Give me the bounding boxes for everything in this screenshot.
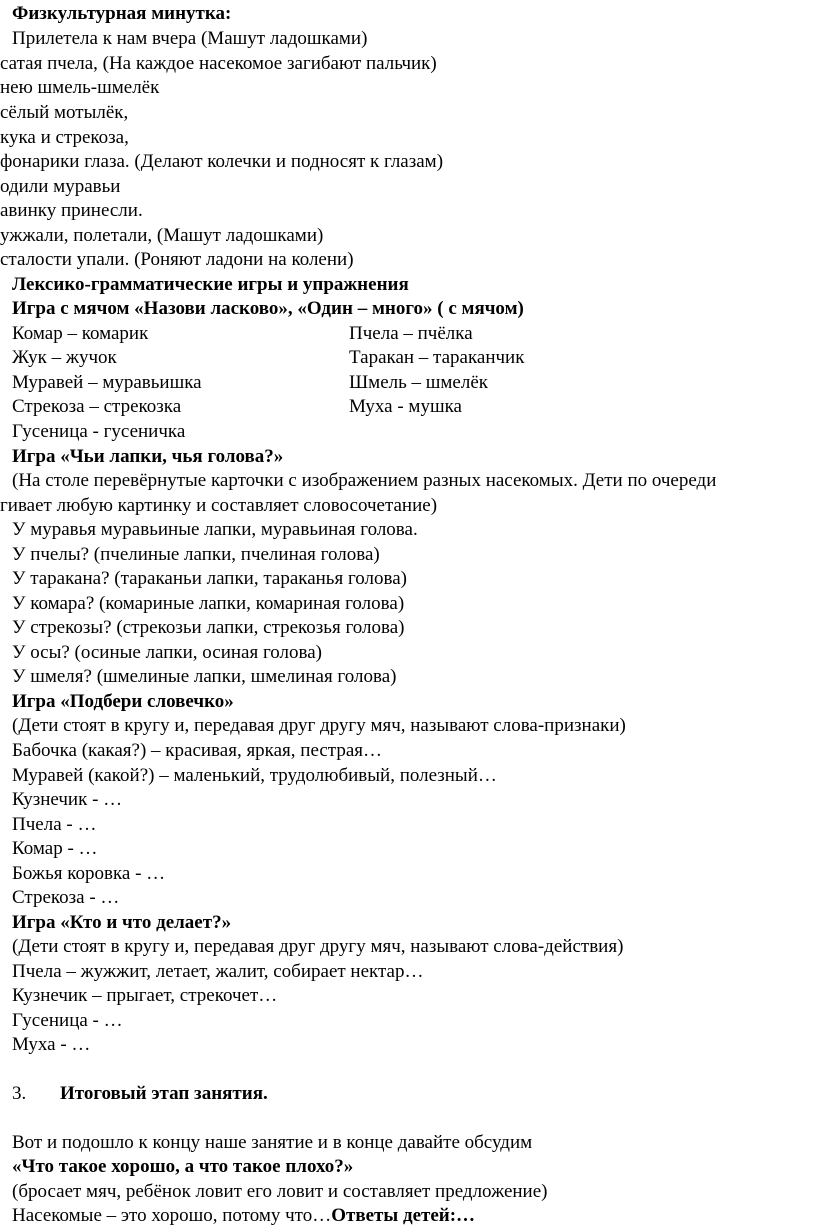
poem-line: авинку принесли. [0, 200, 143, 221]
word-pair-left: Жук – жучок [12, 347, 117, 368]
game4-line: (Дети стоят в кругу и, передавая друг другу мяч, называют слова-действия) [12, 936, 624, 957]
game2-line: У таракана? (тараканьи лапки, тараканья голова) [12, 568, 407, 589]
game2-line: У шмеля? (шмелиные лапки, шмелиная голова) [12, 666, 397, 687]
game2-line: У стрекозы? (стрекозьи лапки, стрекозья голова) [12, 617, 405, 638]
final-answer-bold: Ответы детей:… [331, 1205, 476, 1226]
final-intro: Вот и подошло к концу наше занятие и в конце давайте обсудим [12, 1132, 533, 1153]
final-answer-line [12, 1204, 475, 1228]
game4-title: Игра «Кто и что делает?» [12, 912, 232, 933]
game3-line: Стрекоза - … [12, 887, 120, 908]
game2-description: гивает любую картинку и составляет словосочетание) [0, 495, 438, 516]
word-pair-right: Таракан – тараканчик [349, 347, 525, 368]
poem-line: ужжали, полетали, (Машут ладошками) [0, 225, 324, 246]
word-pair-left: Стрекоза – стрекозка [12, 396, 182, 417]
game4-line: Муха - … [12, 1034, 91, 1055]
poem-line: одили муравьи [0, 176, 121, 197]
game4-line: Пчела – жужжит, летает, жалит, собирает нектар… [12, 961, 424, 982]
word-pair-left: Муравей – муравьишка [12, 372, 202, 393]
final-answer-start: Насекомые – это хорошо, потому что… [12, 1205, 332, 1226]
game3-line: Кузнечик - … [12, 789, 123, 810]
poem-line: фонарики глаза. (Делают колечки и подносят к глазам) [0, 151, 444, 172]
game2-title: Игра «Чьи лапки, чья голова?» [12, 446, 284, 467]
poem-line: Прилетела к нам вчера (Машут ладошками) [12, 28, 368, 49]
poem-line: сёлый мотылёк, [0, 102, 129, 123]
word-pair-right: Муха - мушка [349, 396, 462, 417]
game3-line: Пчела - … [12, 814, 97, 835]
section-heading-lexgram: Лексико-грамматические игры и упражнения [12, 274, 409, 295]
game2-line: У осы? (осиные лапки, осиная голова) [12, 642, 323, 663]
word-pair-left: Гусеница - гусеничка [12, 421, 186, 442]
game3-line: Муравей (какой?) – маленький, трудолюбивый, полезный… [12, 765, 497, 786]
final-section-number: 3. [12, 1083, 27, 1104]
game2-line: У комара? (комариные лапки, комариная голова) [12, 593, 405, 614]
final-description: (бросает мяч, ребёнок ловит его ловит и составляет предложение) [12, 1181, 548, 1202]
game3-line: Комар - … [12, 838, 98, 859]
game1-title: Игра с мячом «Назови ласково», «Один – много» ( с мячом) [12, 298, 524, 319]
fizminutka-title: Физкультурная минутка: [12, 3, 232, 24]
word-pair-left: Комар – комарик [12, 323, 149, 344]
game3-line: (Дети стоят в кругу и, передавая друг другу мяч, называют слова-признаки) [12, 715, 626, 736]
word-pair-right: Шмель – шмелёк [349, 372, 489, 393]
game4-line: Гусеница - … [12, 1010, 123, 1031]
poem-line: сталости упали. (Роняют ладони на колени) [0, 249, 354, 270]
word-pair-right: Пчела – пчёлка [349, 323, 473, 344]
game4-line: Кузнечик – прыгает, стрекочет… [12, 985, 278, 1006]
poem-line: сатая пчела, (На каждое насекомое загибают пальчик) [0, 53, 437, 74]
poem-line: нею шмель-шмелёк [0, 77, 160, 98]
game3-line: Бабочка (какая?) – красивая, яркая, пестрая… [12, 740, 383, 761]
game3-line: Божья коровка - … [12, 863, 166, 884]
game2-line: У муравья муравьиные лапки, муравьиная голова. [12, 519, 418, 540]
final-section-title: Итоговый этап занятия. [60, 1083, 268, 1104]
poem-line: кука и стрекоза, [0, 127, 129, 148]
game2-line: У пчелы? (пчелиные лапки, пчелиная голова) [12, 544, 380, 565]
final-question: «Что такое хорошо, а что такое плохо?» [12, 1156, 354, 1177]
game3-title: Игра «Подбери словечко» [12, 691, 234, 712]
game2-description: (На столе перевёрнутые карточки с изображением разных насекомых. Дети по очереди [12, 470, 717, 491]
